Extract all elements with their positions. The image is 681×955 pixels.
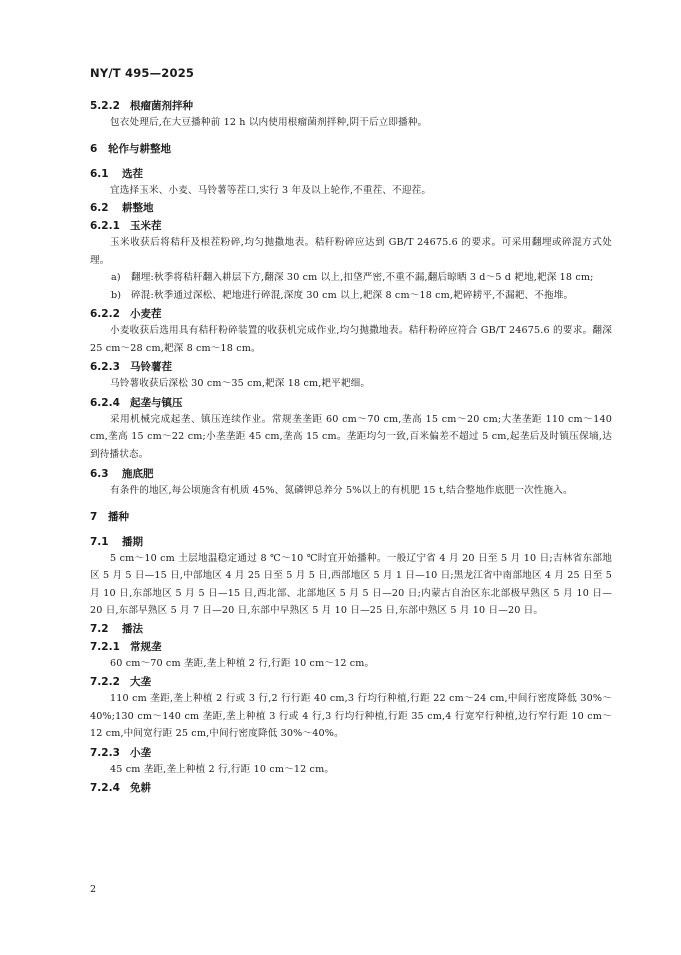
heading-6: [90, 141, 612, 157]
heading-7-2-2: [90, 674, 612, 690]
heading-title: 常规垄: [130, 640, 162, 653]
list-item-text: 翻埋:秋季将秸秆翻入耕层下方,翻深 30 cm 以上,扣垡严密,不重不漏,翻后晾晒 3 d～5 d 耙地,耙深 18 cm;: [131, 272, 594, 283]
heading-title: 根瘤菌剂拌种: [130, 100, 193, 112]
heading-number: 7.2.3: [90, 746, 120, 759]
list-item: [90, 287, 612, 305]
list-item-text: 碎混:秋季通过深松、耙地进行碎混,深度 30 cm 以上,耙深 8 cm～18 cm,耙碎耢平,不漏耙、不拖堆。: [131, 289, 574, 301]
list-item: [90, 269, 612, 287]
heading-number: 7.1: [90, 535, 109, 548]
paragraph: 有条件的地区,每公顷施含有机质 45%、氮磷钾总养分 5%以上的有机肥 15 t,结合整地作底肥一次性施入。: [110, 485, 573, 496]
paragraph: 宜选择玉米、小麦、马铃薯等茬口,实行 3 年及以上轮作,不重茬、不迎茬。: [110, 184, 432, 196]
paragraph: 采用机械完成起垄、镇压连续作业。常规垄垄距 60 cm～70 cm,垄高 15 cm～20 cm;大垄垄距 110 cm～140 cm,垄高 15 cm～22 cm;小垄垄距 45 cm,垄高 15 cm。垄距均匀一致,百米偏差不超过 5 cm,起垄后及时镇压保墒,达到待播状态。: [90, 413, 612, 460]
heading-number: 5.2.2: [90, 100, 120, 112]
heading-6-3: [90, 466, 612, 482]
heading-number: 6.1: [90, 167, 109, 180]
paragraph: 60 cm～70 cm 垄距,垄上种植 2 行,行距 10 cm～12 cm。: [110, 657, 375, 669]
heading-title: 小垄: [130, 746, 151, 759]
document-body: [90, 98, 612, 796]
heading-title: 选茬: [122, 167, 143, 180]
paragraph: 5 cm～10 cm 土层地温稳定通过 8 ℃～10 ℃时宜开始播种。一般辽宁省 4 月 20 日至 5 月 10 日;吉林省东部地区 5 月 5 日—15 日,中部地区 4 月 25 日至 5 月 5 日,西部地区 5 月 1 日—10 日;黑龙江省中南部地区 4 月 25 日至 5 月 10 日,东部地区 5 月 5 日—15 日,西北部、北部地区 5 月 5 日—20 日;内蒙古自治区东北部极早熟区 5 月 10 日—20 日,东部早熟区 5 月 7 日—20 日,东部中早熟区 5 月 10 日—25 日,东部中熟区 5 月 10 日—20 日。: [90, 552, 612, 616]
paragraph: 玉米收获后将秸秆及根茬粉碎,均匀抛撒地表。秸秆粉碎应达到 GB/T 24675.6 的要求。可采用翻埋或碎混方式处理。: [90, 237, 612, 266]
heading-number: 6.2.3: [90, 361, 120, 373]
heading-6-2-2: [90, 306, 612, 322]
heading-title: 小麦茬: [130, 308, 162, 320]
heading-number: 7: [90, 510, 98, 523]
paragraph: 包衣处理后,在大豆播种前 12 h 以内使用根瘤菌剂拌种,阴干后立即播种。: [110, 117, 428, 128]
page-number: 2: [90, 884, 97, 895]
heading-number: 7.2.1: [90, 640, 120, 653]
heading-title: 播期: [122, 535, 143, 548]
heading-number: 6: [90, 142, 98, 155]
paragraph: 110 cm 垄距,垄上种植 2 行或 3 行,2 行行距 40 cm,3 行均行种植,行距 22 cm～24 cm,中间行密度降低 30%～40%;130 cm～140 cm 垄距,垄上种植 3 行或 4 行,3 行均行种植,行距 35 cm,4 行宽窄行种植,边行窄行距 10 cm～12 cm,中间宽行距 25 cm,中间行密度降低 30%～40%。: [90, 693, 612, 739]
heading-number: 6.2.1: [90, 220, 120, 232]
heading-title: 轮作与耕整地: [108, 142, 171, 155]
heading-title: 起垄与镇压: [130, 396, 183, 409]
heading-6-1: [90, 166, 612, 182]
heading-number: 7.2: [90, 622, 109, 635]
heading-7-2-1: [90, 639, 612, 655]
heading-number: 7.2.4: [90, 782, 120, 794]
heading-7-2-3: [90, 745, 612, 761]
heading-number: 6.2: [90, 202, 109, 214]
heading-title: 耕整地: [122, 202, 154, 214]
paragraph: 马铃薯收获后深松 30 cm～35 cm,耙深 18 cm,耙平耙细。: [110, 378, 371, 389]
heading-title: 马铃薯茬: [130, 361, 172, 373]
heading-number: 7.2.2: [90, 676, 120, 688]
standard-code-header: NY/T 495—2025: [90, 66, 195, 80]
heading-7-1: [90, 534, 612, 550]
heading-number: 6.2.2: [90, 308, 120, 320]
heading-7: [90, 509, 612, 525]
heading-5-2-2: [90, 98, 612, 114]
paragraph: 45 cm 垄距,垄上种植 2 行,行距 10 cm～12 cm。: [110, 763, 335, 775]
heading-title: 大垄: [130, 676, 151, 688]
list-marker: a): [111, 272, 121, 283]
heading-title: 播种: [108, 510, 129, 523]
heading-title: 玉米茬: [130, 220, 162, 232]
heading-title: 免耕: [130, 782, 151, 794]
heading-7-2-4: [90, 780, 612, 796]
heading-title: 播法: [122, 622, 143, 635]
heading-title: 施底肥: [122, 468, 154, 480]
paragraph: 小麦收获后选用具有秸秆粉碎装置的收获机完成作业,均匀抛撒地表。秸秆粉碎应符合 GB/T 24675.6 的要求。翻深 25 cm～28 cm,耙深 8 cm～18 cm。: [90, 325, 612, 354]
heading-6-2: [90, 200, 612, 216]
heading-7-2: [90, 621, 612, 637]
list-marker: b): [111, 289, 122, 301]
heading-6-2-3: [90, 359, 612, 375]
heading-number: 6.2.4: [90, 396, 120, 409]
heading-number: 6.3: [90, 468, 109, 480]
heading-6-2-4: [90, 395, 612, 411]
heading-6-2-1: [90, 218, 612, 234]
